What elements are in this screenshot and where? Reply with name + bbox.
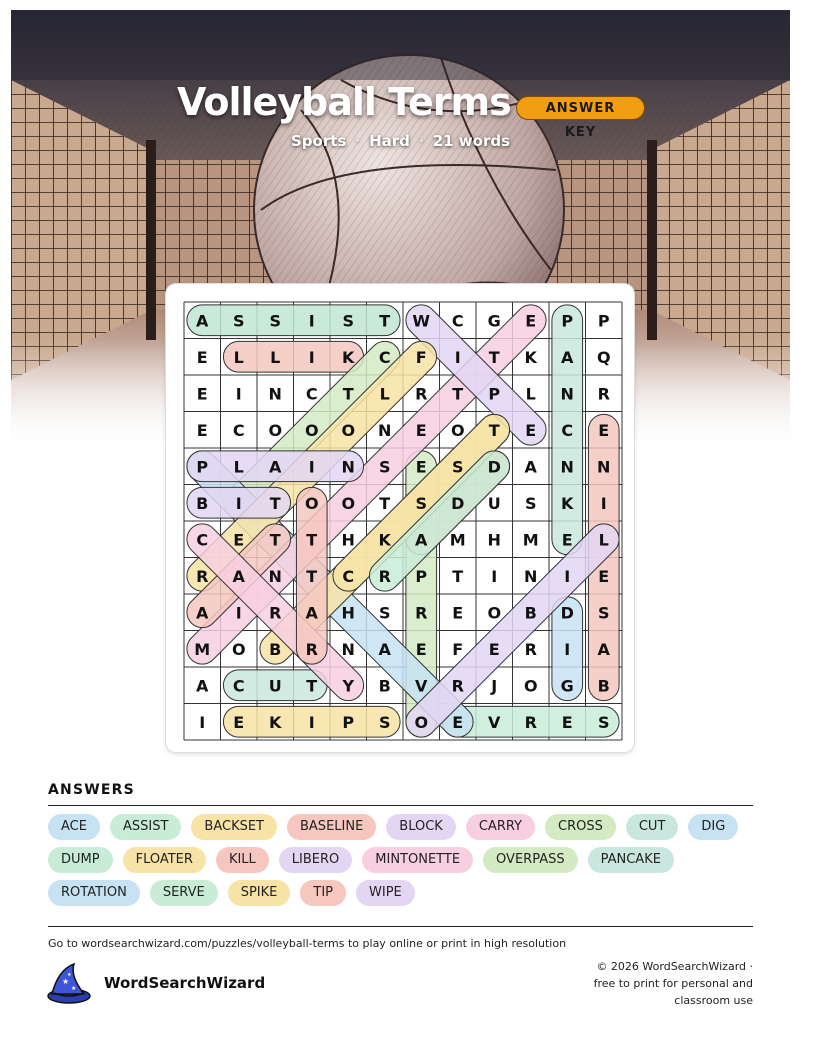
grid-letter: A	[597, 639, 610, 659]
grid-letter: K	[561, 493, 574, 513]
grid-letter: C	[451, 311, 464, 331]
grid-letter: P	[342, 712, 355, 732]
grid-letter: T	[379, 493, 391, 513]
grid-letter: S	[269, 311, 282, 331]
grid-letter: T	[306, 530, 318, 550]
grid-letter: A	[378, 639, 391, 659]
answer-chip-backset: BACKSET	[191, 814, 277, 840]
grid-letter: I	[199, 712, 206, 732]
grid-letter: T	[342, 384, 354, 404]
grid-letter: R	[378, 566, 391, 586]
grid-letter: O	[304, 420, 319, 440]
svg-text:★: ★	[71, 985, 77, 992]
answers-heading: ANSWERS	[48, 782, 135, 798]
grid-letter: C	[232, 676, 245, 696]
grid-letter: I	[308, 311, 315, 331]
grid-letter: K	[378, 530, 391, 550]
grid-letter: E	[452, 603, 464, 623]
grid-letter: G	[487, 311, 501, 331]
answer-chip-ace: ACE	[48, 814, 100, 840]
grid-letter: C	[196, 530, 209, 550]
grid-letter: S	[378, 603, 391, 623]
grid-letter: S	[597, 603, 610, 623]
grid-letter: A	[524, 457, 537, 477]
answers-divider	[48, 805, 753, 806]
answer-chip-tip: TIP	[300, 880, 346, 906]
grid-letter: C	[561, 420, 574, 440]
grid-letter: O	[450, 420, 465, 440]
answers-row	[48, 880, 768, 906]
answer-chip-overpass: OVERPASS	[483, 847, 578, 873]
answer-chip-baseline: BASELINE	[287, 814, 376, 840]
grid-letter: T	[306, 676, 318, 696]
grid-letter: T	[488, 420, 500, 440]
grid-letter: E	[233, 530, 245, 550]
grid-letter: I	[491, 566, 498, 586]
grid-letter: L	[233, 347, 244, 367]
grid-letter: P	[561, 311, 574, 331]
grid-letter: D	[487, 457, 501, 477]
grid-letter: R	[524, 712, 537, 732]
grid-letter: O	[487, 603, 502, 623]
grid-letter: N	[524, 566, 538, 586]
grid-letter: N	[268, 384, 282, 404]
grid-letter: R	[524, 639, 537, 659]
grid-letter: I	[308, 347, 315, 367]
grid-letter: G	[560, 676, 574, 696]
grid-letter: U	[487, 493, 501, 513]
grid-letter: E	[561, 712, 573, 732]
grid-letter: R	[415, 603, 428, 623]
grid-letter: A	[415, 530, 428, 550]
answer-chip-libero: LIBERO	[279, 847, 352, 873]
grid-letter: P	[415, 566, 428, 586]
highlight-assist	[187, 305, 400, 336]
grid-letter: W	[412, 311, 431, 331]
grid-letter: Q	[596, 347, 611, 367]
grid-letter: Y	[342, 676, 355, 696]
grid-letter: O	[268, 420, 283, 440]
grid-letter: N	[560, 457, 574, 477]
word-count-label: 21 words	[432, 132, 511, 150]
grid-letter: F	[452, 639, 464, 659]
answer-chip-block: BLOCK	[386, 814, 456, 840]
svg-text:★: ★	[67, 972, 72, 978]
grid-letter: I	[600, 493, 607, 513]
grid-letter: A	[561, 347, 574, 367]
grid-letter: O	[523, 676, 538, 696]
grid-letter: B	[196, 493, 209, 513]
grid-letter: A	[269, 457, 282, 477]
grid-letter: C	[342, 566, 355, 586]
copyright-line: classroom use	[674, 994, 753, 1007]
grid-letter: N	[378, 420, 392, 440]
grid-letter: H	[487, 530, 501, 550]
grid-letter: S	[378, 457, 391, 477]
grid-letter: B	[269, 639, 282, 659]
grid-letter: H	[341, 603, 355, 623]
grid-letter: L	[270, 347, 281, 367]
grid-letter: T	[269, 530, 281, 550]
grid-letter: C	[305, 384, 318, 404]
grid-letter: L	[379, 384, 390, 404]
grid-letter: P	[196, 457, 209, 477]
grid-letter: E	[452, 712, 464, 732]
grid-letter: R	[451, 676, 464, 696]
highlight-layer	[181, 299, 626, 744]
grid-letter: S	[524, 493, 537, 513]
grid-letter: E	[561, 530, 573, 550]
grid-letter: N	[341, 639, 355, 659]
grid-letter: E	[525, 420, 537, 440]
difficulty-label: Hard	[369, 132, 410, 150]
answer-chip-rotation: ROTATION	[48, 880, 140, 906]
grid-letter: J	[491, 676, 498, 696]
grid-letter: I	[235, 384, 242, 404]
grid-letter: T	[452, 566, 464, 586]
grid-letter: R	[305, 639, 318, 659]
grid-letter: E	[233, 712, 245, 732]
svg-text:★: ★	[62, 977, 70, 986]
grid-letter: M	[522, 530, 539, 550]
grid-letter: S	[451, 457, 464, 477]
grid-letter: I	[235, 493, 242, 513]
grid-letter: I	[564, 639, 571, 659]
grid-letter: S	[232, 311, 245, 331]
grid-letter: R	[415, 384, 428, 404]
word-search-grid	[166, 284, 634, 752]
grid-letter: E	[415, 639, 427, 659]
grid-letter: V	[488, 712, 501, 732]
brand-name: WordSearchWizard	[104, 974, 266, 992]
grid-letter: D	[560, 603, 574, 623]
grid-letter: S	[378, 712, 391, 732]
grid-letter: B	[597, 676, 610, 696]
answer-key-badge: ANSWER KEY	[516, 96, 645, 120]
grid-letter: E	[196, 347, 208, 367]
grid-letter: E	[488, 639, 500, 659]
answer-chip-dump: DUMP	[48, 847, 113, 873]
grid-letter: U	[268, 676, 282, 696]
grid-letter: L	[598, 530, 609, 550]
answer-chip-serve: SERVE	[150, 880, 218, 906]
grid-letter: K	[342, 347, 355, 367]
grid-letter: L	[525, 384, 536, 404]
answer-chip-dig: DIG	[688, 814, 738, 840]
answers-row	[48, 847, 768, 873]
grid-letter: R	[597, 384, 610, 404]
grid-letter: P	[488, 384, 501, 404]
grid-letter: K	[269, 712, 282, 732]
answer-chip-wipe: WIPE	[356, 880, 415, 906]
grid-letter: A	[232, 566, 245, 586]
answer-chip-kill: KILL	[216, 847, 269, 873]
puzzle-card	[166, 284, 634, 752]
grid-letter: K	[524, 347, 537, 367]
grid-letter: L	[233, 457, 244, 477]
grid-letter: O	[231, 639, 246, 659]
category-label: Sports	[290, 132, 347, 150]
grid-letter: S	[342, 311, 355, 331]
grid-letter: I	[564, 566, 571, 586]
grid-letter: R	[269, 603, 282, 623]
grid-letter: E	[525, 311, 537, 331]
grid-letter: I	[308, 457, 315, 477]
answer-chip-mintonette: MINTONETTE	[362, 847, 473, 873]
answer-chip-assist: ASSIST	[110, 814, 181, 840]
answer-chip-cross: CROSS	[545, 814, 616, 840]
grid-letter: S	[597, 712, 610, 732]
grid-letter: E	[415, 457, 427, 477]
answer-chip-spike: SPIKE	[228, 880, 291, 906]
grid-letter: H	[341, 530, 355, 550]
grid-letter: T	[306, 566, 318, 586]
grid-letter: O	[341, 420, 356, 440]
answers-list	[48, 814, 768, 913]
grid-letter: T	[452, 384, 464, 404]
page-title: Volleyball Terms	[177, 80, 511, 124]
grid-letter: M	[194, 639, 211, 659]
grid-letter: E	[196, 384, 208, 404]
grid-letter: N	[597, 457, 611, 477]
grid-letter: D	[451, 493, 465, 513]
copyright-text	[573, 958, 753, 1009]
grid-letter: A	[305, 603, 318, 623]
footer-url-text: Go to wordsearchwizard.com/puzzles/volleyball-terms to play online or print in high resolution	[48, 937, 567, 950]
footer-divider	[48, 926, 753, 927]
grid-letter: I	[454, 347, 461, 367]
grid-letter: I	[308, 712, 315, 732]
wizard-hat-icon	[46, 962, 92, 1009]
grid-letter: V	[415, 676, 428, 696]
grid-letter: I	[235, 603, 242, 623]
grid-letter: O	[304, 493, 319, 513]
grid-letter: E	[415, 420, 427, 440]
grid-letter: E	[598, 420, 610, 440]
grid-letter: N	[560, 384, 574, 404]
answer-chip-cut: CUT	[626, 814, 679, 840]
grid-letter: N	[341, 457, 355, 477]
grid-letter: A	[196, 676, 209, 696]
grid-letter: O	[414, 712, 429, 732]
answer-chip-pancake: PANCAKE	[588, 847, 674, 873]
grid-letter: T	[269, 493, 281, 513]
grid-letter: M	[449, 530, 466, 550]
copyright-line: © 2026 WordSearchWizard ·	[596, 960, 753, 973]
copyright-line: free to print for personal and	[593, 977, 753, 990]
grid-letter: B	[524, 603, 537, 623]
grid-letter: B	[378, 676, 391, 696]
answer-chip-carry: CARRY	[466, 814, 535, 840]
answer-chip-floater: FLOATER	[123, 847, 206, 873]
grid-letter: P	[597, 311, 610, 331]
grid-letter: A	[196, 603, 209, 623]
grid-letter: E	[196, 420, 208, 440]
grid-letter: N	[268, 566, 282, 586]
puzzle-meta: Sports · Hard · 21 words	[290, 132, 511, 150]
grid-letter: C	[232, 420, 245, 440]
grid-letter: S	[415, 493, 428, 513]
grid-letter: O	[341, 493, 356, 513]
grid-letter: C	[378, 347, 391, 367]
grid-letter: A	[196, 311, 209, 331]
grid-letter: T	[488, 347, 500, 367]
grid-letter: R	[196, 566, 209, 586]
answers-row	[48, 814, 768, 840]
grid-letter: F	[415, 347, 427, 367]
grid-letter: E	[598, 566, 610, 586]
grid-letter: T	[379, 311, 391, 331]
